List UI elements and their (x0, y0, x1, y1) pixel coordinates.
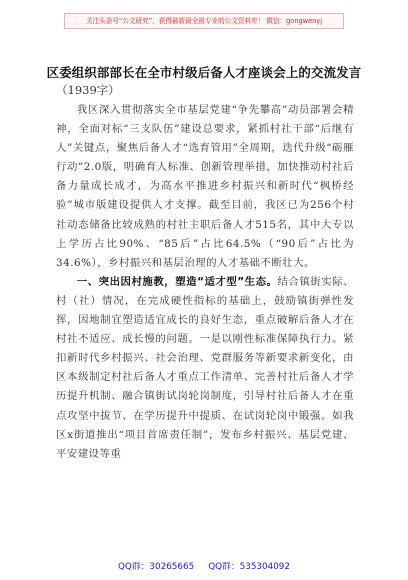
promo-text: 关注头条号“公文研究”，获得最新最全最专业的公文资料库！ 微信：gongwenyj (85, 17, 323, 25)
section-paragraph (56, 273, 354, 464)
footer-qq-group-2: QQ群：535304092 (208, 562, 291, 572)
word-count: （1939字） (56, 83, 120, 97)
promo-banner (64, 13, 344, 29)
section-heading: 一、突出因村施教，塑造“适才型”生态。 (76, 275, 278, 288)
section-text: 结合镇街实际、村（社）情况，在完成硬性指标的基础上，鼓励镇街弹性发挥，因地制宜塑造适宜成长的良好生态，重点破解后备人才在村社不适应、成长慢的问题。一是以刚性标准保障执行力。紧扣新时代乡村振兴、社会治理、党群服务等新要求新变化，由区本级制定村社后备人才重点工作清单、完善村社后备人才学历提升机制、融合镇街试岗轮岗制度，引导村社后备人才在重点攻坚中拔节、在学历提升中提质、在试岗轮岗中锻强。如我区x街道推出“项目首席责任制”，发布乡村振兴、基层党建、平安建设等重 (56, 275, 354, 460)
footer-qq-group-1: QQ群：30265665 (117, 562, 195, 572)
document-title: 区委组织部部长在全市村级后备人才座谈会上的交流发言 (46, 65, 362, 80)
footer (0, 559, 408, 572)
intro-paragraph: 我区深入贯彻落实全市基层党建“争先攀高”动员部署会精神，全面对标“三支队伍”建设总要求，紧抓村社干部“后继有人”关键点，聚焦后备人才“选育管用”全周期，迭代升级“砺雁行动”2.0版，明确育人标准、创新管理举措，加快推动村社后备力量成长成才，为高水平推进乡村振兴和新时代“枫桥经验”城市版建设提供人才支撑。截至目前，我区已为256个村社动态储备比较成熟的村社主职后备人才515名，其中大专以上学历占比90%、“85后”占比64.5%（“90后”占比为34.6%），乡村振兴和基层治理的人才基础不断壮大。 (56, 104, 354, 269)
document-body (56, 101, 354, 464)
